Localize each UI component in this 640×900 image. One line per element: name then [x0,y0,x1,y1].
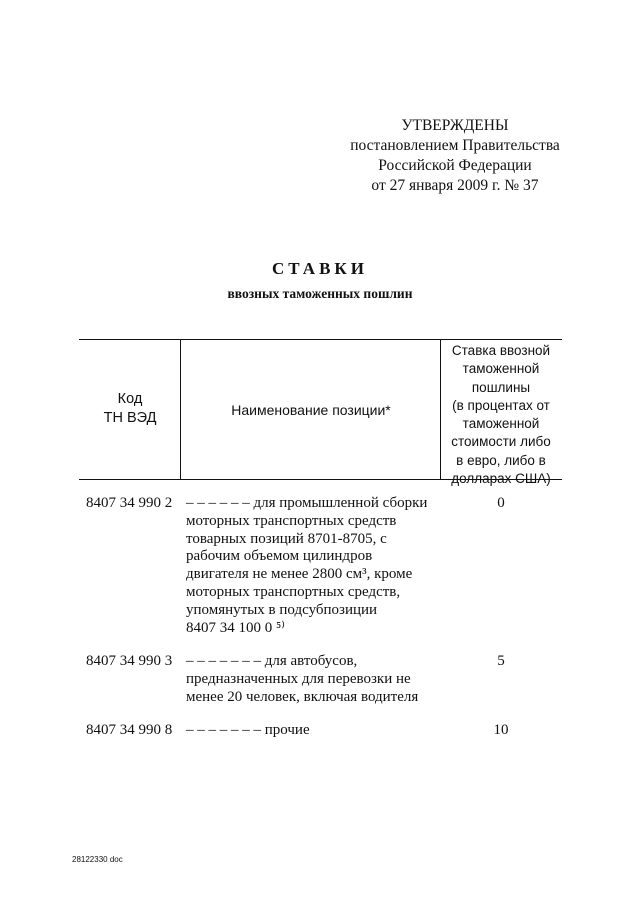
header-rate-line: таможенной [462,361,540,377]
description-line: – – – – – – – прочие [186,722,310,738]
approval-line: Российской Федерации [378,157,532,174]
description-line: товарных позиций 8701-8705, с [186,530,387,547]
header-rate-line: (в процентах от [452,397,550,413]
row-code: 8407 34 990 3 [86,653,173,669]
row-description [186,722,436,740]
description-line: рабочим объемом цилиндров [186,548,373,565]
document-title: СТАВКИ [272,259,368,278]
table-column-divider [440,339,441,480]
row-rate: 10 [493,722,509,738]
header-code-line: Код [117,391,143,407]
row-code: 8407 34 990 2 [86,495,173,511]
header-rate-line: таможенной [462,416,540,432]
row-description [186,653,436,706]
row-code: 8407 34 990 8 [86,722,173,738]
row-rate: 0 [497,495,505,511]
header-rate-line: пошлины [471,379,531,395]
table-column-divider [180,339,181,480]
description-line: моторных транспортных средств [186,512,397,529]
approval-heading: УТВЕРЖДЕНЫ [401,117,509,134]
approval-line: постановлением Правительства [350,137,560,154]
header-rate [442,342,560,488]
approval-block [330,116,580,196]
document-subtitle: ввозных таможенных пошлин [227,286,413,301]
description-line: менее 20 человек, включая водителя [186,688,419,705]
file-reference: 28122330 doc [72,855,123,864]
description-line: – – – – – – – для автобусов, [186,653,358,669]
row-description [186,495,436,637]
row-rate: 5 [497,653,505,669]
description-line: двигателя не менее 2800 см³, кроме [186,566,413,583]
table-top-rule [79,339,562,340]
description-line: упомянутых в подсубпозиции [186,601,378,618]
description-line: предназначенных для перевозки не [186,670,411,687]
header-code-line: ТН ВЭД [103,410,157,426]
header-rate-line: Ставка ввозной [451,343,551,358]
header-rate-line: долларах США) [451,471,551,487]
description-line: – – – – – – для промышленной сборки [186,495,428,511]
header-rate-line: стоимости либо [451,434,551,450]
description-line: 8407 34 100 0 ⁵⁾ [186,619,285,636]
header-code [80,390,180,428]
header-name: Наименование позиции* [231,402,391,418]
approval-date: от 27 января 2009 г. № 37 [371,177,539,194]
description-line: моторных транспортных средств, [186,583,401,600]
header-rate-line: в евро, либо в [456,452,546,468]
